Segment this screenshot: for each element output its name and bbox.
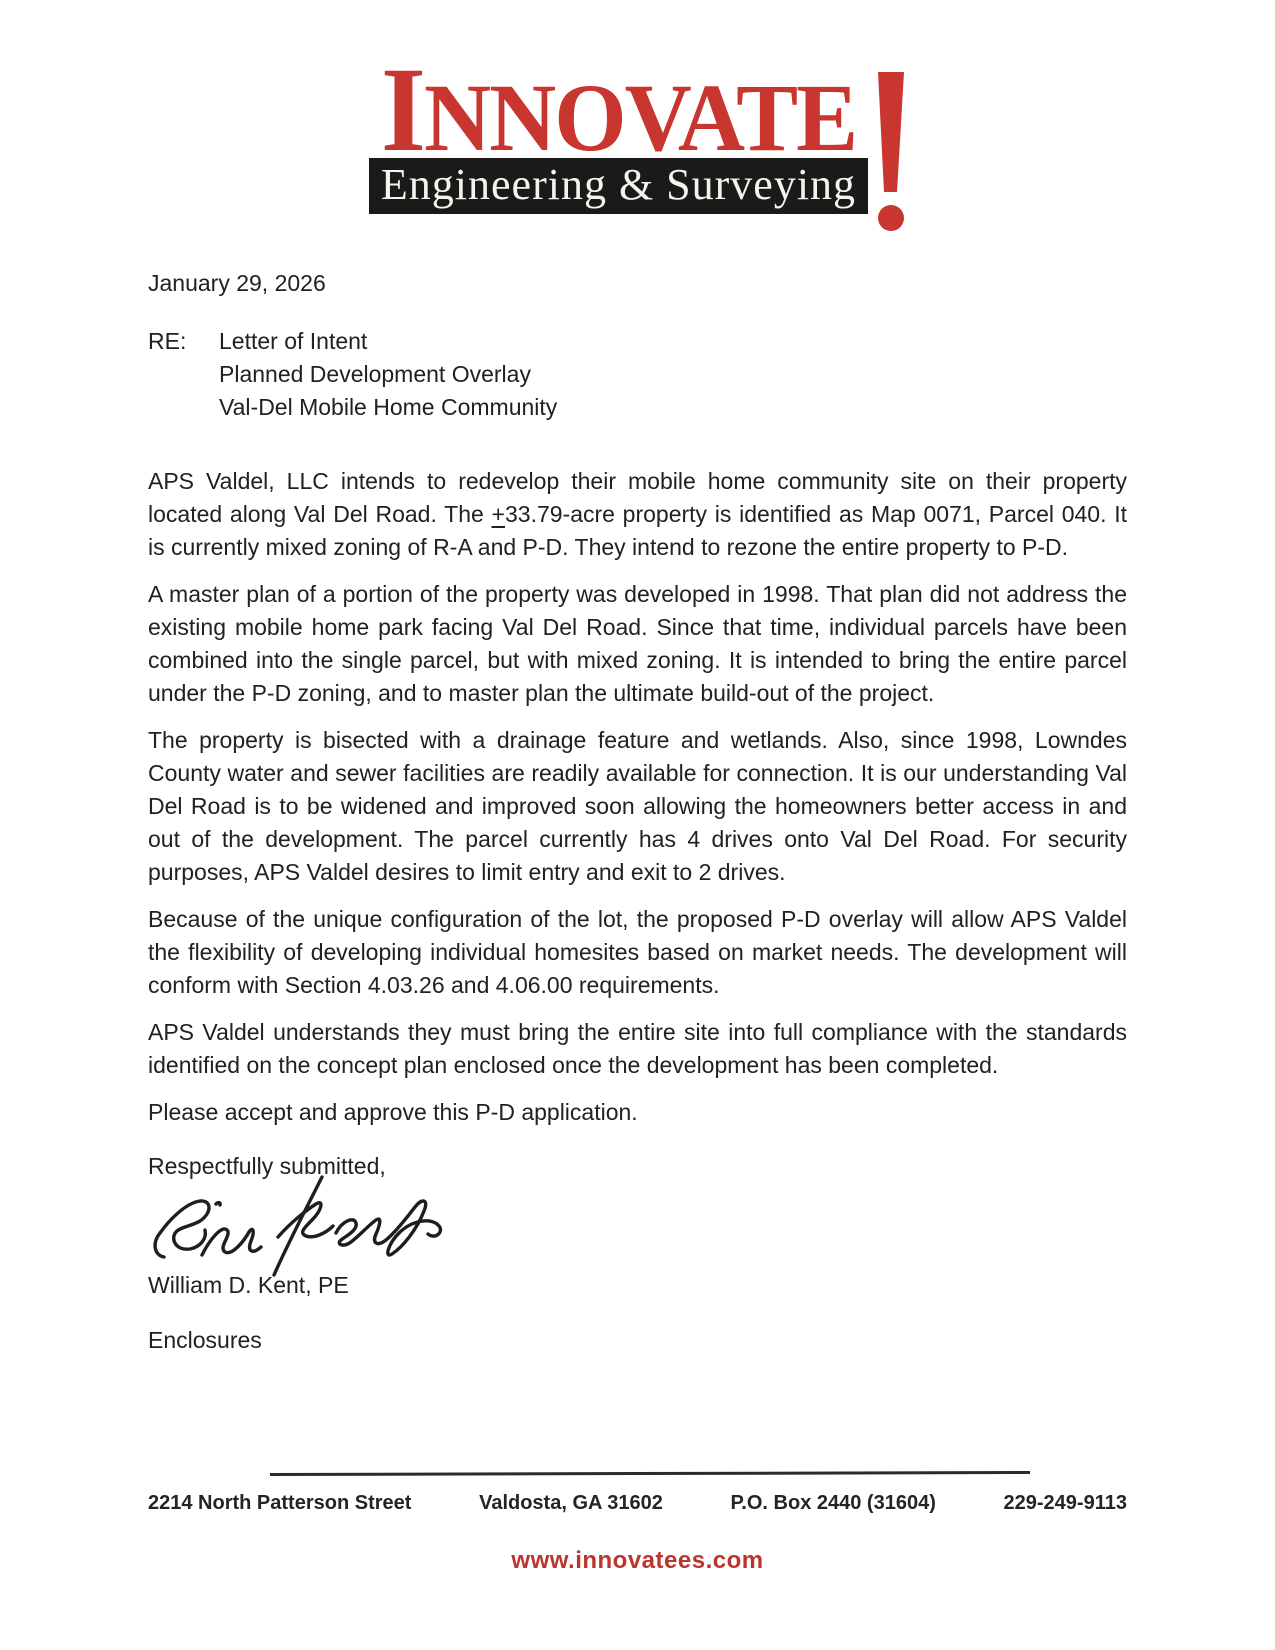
footer-street-address: 2214 North Patterson Street <box>148 1492 412 1514</box>
re-lines <box>219 325 557 424</box>
re-line-community: Val-Del Mobile Home Community <box>219 394 558 420</box>
paragraph-pd-overlay: Because of the unique configuration of the lot, the proposed P-D overlay will allow APS Valdel the flexibility of developing individual homesites based on market needs. The development will conform with Section 4.03.26 and 4.06.00 requirements. <box>148 906 1127 998</box>
brand-initial: I <box>380 43 424 177</box>
logo-main <box>369 43 868 214</box>
paragraph-intro-after: 33.79-acre property is identified as Map 0071, Parcel 040. It is currently mixed zoning of R-A and P-D. They intend to rezone the entire property to P-D. <box>148 501 1128 560</box>
approval-request-line: Please accept and approve this P-D application. <box>148 1099 638 1125</box>
website-url: www.innovatees.com <box>511 1547 764 1574</box>
company-logo <box>148 43 1127 239</box>
enclosures-note: Enclosures <box>148 1327 262 1353</box>
letter-body <box>148 267 1127 1357</box>
plus-minus-mark: + <box>491 501 505 527</box>
closing-salutation: Respectfully submitted, <box>148 1153 386 1179</box>
re-label: RE: <box>148 328 187 354</box>
logo-tagline: Engineering & Surveying <box>380 160 857 210</box>
footer-divider <box>270 1471 1030 1476</box>
footer-phone-number: 229-249-9113 <box>1003 1492 1127 1514</box>
paragraph-master-plan: A master plan of a portion of the property was developed in 1998. That plan did not address the existing mobile home park facing Val Del Road. Since that time, individual parcels have been combined into the single parcel, but with mixed zoning. It is intended to bring the entire parcel under the P-D zoning, and to master plan the ultimate build-out of the project. <box>148 581 1127 706</box>
footer-contact-row <box>0 1492 1275 1515</box>
footer-city-state-zip: Valdosta, GA 31602 <box>479 1492 663 1514</box>
brand-name <box>369 43 868 177</box>
footer-po-box: P.O. Box 2440 (31604) <box>730 1492 936 1514</box>
paragraph-compliance: APS Valdel understands they must bring the entire site into full compliance with the standards identified on the concept plan enclosed once the development has been completed. <box>148 1019 1127 1078</box>
paragraph-property-features: The property is bisected with a drainage feature and wetlands. Also, since 1998, Lowndes County water and sewer facilities are readily available for connection. It is our understanding Val Del Road is to be widened and improved soon allowing the homeowners better access in and out of the development. The parcel currently has 4 drives onto Val Del Road. For security purposes, APS Valdel desires to limit entry and exit to 2 drives. <box>148 727 1127 885</box>
re-line-subject: Letter of Intent <box>219 328 368 354</box>
re-block <box>148 325 1127 424</box>
re-line-overlay: Planned Development Overlay <box>219 361 531 387</box>
letter-date: January 29, 2026 <box>148 270 326 296</box>
paragraph-intro-before: APS Valdel, LLC intends to redevelop their mobile home community site on their property located along Val Del Road. The <box>148 468 1127 527</box>
paragraph-intro <box>148 465 1127 564</box>
letterhead-footer <box>0 1472 1275 1575</box>
signer-name: William D. Kent, PE <box>148 1272 349 1298</box>
brand-rest: NNOVATE <box>423 64 857 172</box>
exclamation-icon <box>876 72 906 239</box>
